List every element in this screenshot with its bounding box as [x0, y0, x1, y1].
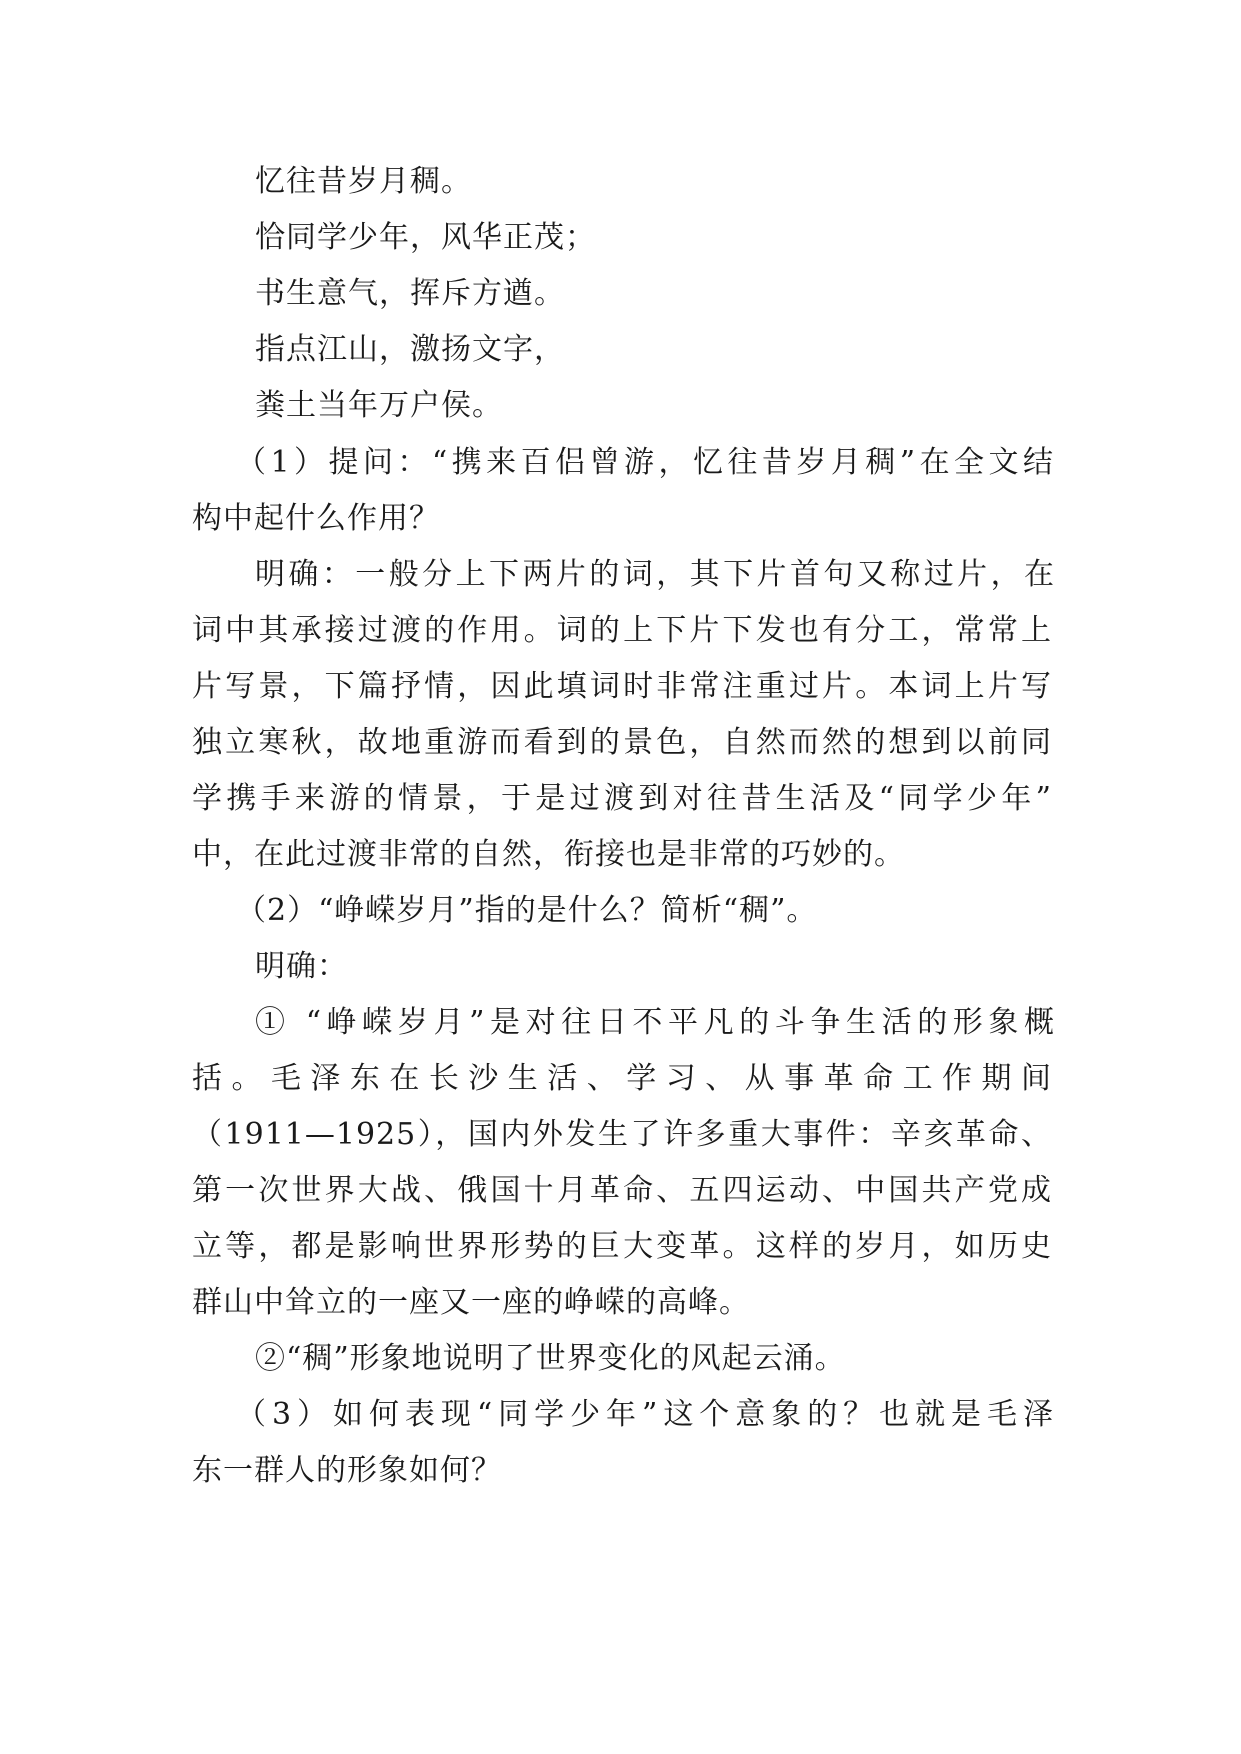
question-1-line-2: 构中起什么作用？	[192, 501, 440, 536]
answer-2-item-1-line-5: 立等，都是影响世界形势的巨大变革。这样的岁月，如历史	[192, 1229, 1052, 1264]
answer-2-item-1-line-3: （1911—1925），国内外发生了许多重大事件：辛亥革命、	[192, 1117, 1052, 1152]
question-3-line-1: （3）如何表现“同学少年”这个意象的？也就是毛泽	[236, 1397, 1054, 1432]
answer-2-item-1-line-2: 括。毛泽东在长沙生活、学习、从事革命工作期间	[192, 1061, 1052, 1096]
poem-line: 粪土当年万户侯。	[255, 388, 503, 423]
question-3-line-2: 东一群人的形象如何？	[192, 1453, 502, 1488]
answer-2-item-2: ②“稠”形象地说明了世界变化的风起云涌。	[255, 1341, 846, 1376]
answer-1-line-3: 片写景，下篇抒情，因此填词时非常注重过片。本词上片写	[192, 669, 1052, 704]
answer-1-line-1: 明确：一般分上下两片的词，其下片首句又称过片，在	[255, 557, 1055, 592]
answer-2-item-1-line-6: 群山中耸立的一座又一座的峥嵘的高峰。	[192, 1285, 750, 1320]
answer-2-label: 明确：	[255, 949, 348, 984]
answer-2-item-1-line-4: 第一次世界大战、俄国十月革命、五四运动、中国共产党成	[192, 1173, 1052, 1208]
question-2: （2）“峥嵘岁月”指的是什么？简析“稠”。	[236, 893, 818, 928]
answer-2-item-1-line-1: ① “峥嵘岁月”是对往日不平凡的斗争生活的形象概	[255, 1005, 1055, 1040]
poem-line: 恰同学少年，风华正茂；	[255, 220, 596, 255]
poem-line: 指点江山，激扬文字，	[255, 332, 565, 367]
answer-1-line-2: 词中其承接过渡的作用。词的上下片下发也有分工，常常上	[192, 613, 1052, 648]
answer-1-line-6: 中，在此过渡非常的自然，衔接也是非常的巧妙的。	[192, 837, 905, 872]
poem-line: 忆往昔岁月稠。	[255, 164, 472, 199]
answer-1-line-4: 独立寒秋，故地重游而看到的景色，自然而然的想到以前同	[192, 725, 1052, 760]
question-1-line-1: （1）提问：“携来百侣曾游，忆往昔岁月稠”在全文结	[236, 445, 1054, 480]
poem-line: 书生意气，挥斥方遒。	[255, 276, 565, 311]
answer-1-line-5: 学携手来游的情景，于是过渡到对往昔生活及“同学少年”	[192, 781, 1052, 816]
